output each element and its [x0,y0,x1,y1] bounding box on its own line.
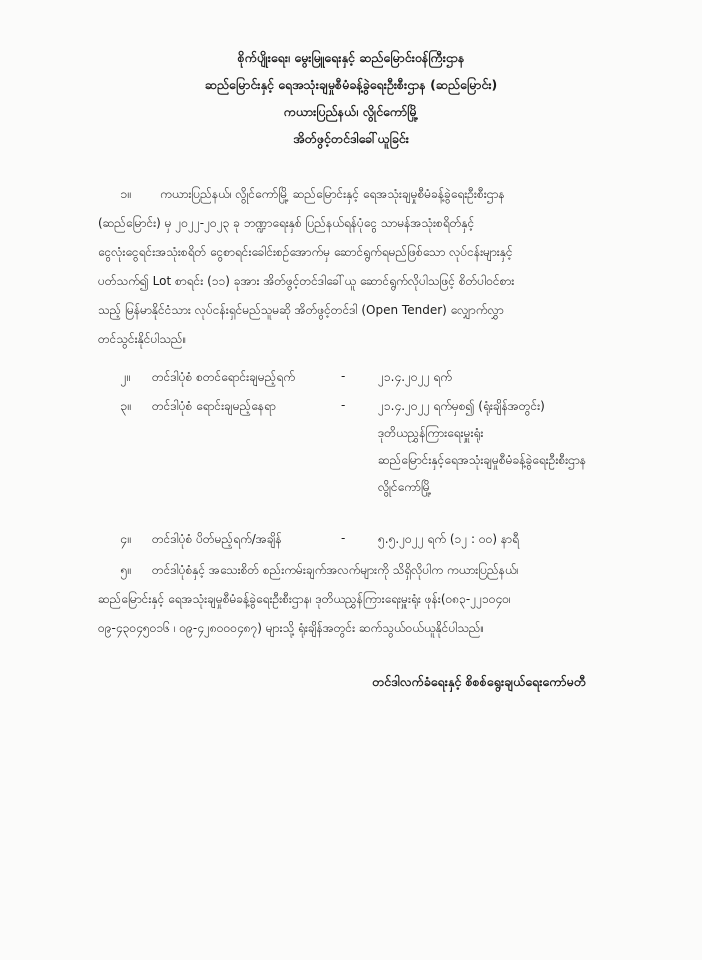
sale-place-value-1: ၂၁.၄.၂၀၂၂ ရက်မှစ၍ (ရုံးချိန်အတွင်း) [378,399,545,413]
ministry-title: စိုက်ပျိုးရေး၊ မွေးမြူရေးနှင့် ဆည်မြောင်းဝန်ကြီးဌာန [237,50,465,65]
item-3-number: ၃။ [120,398,131,413]
sale-place-value-2: ဒုတိယညွှန်ကြားရေးမှူးရုံး [378,426,484,440]
item-2-number: ၂။ [120,369,130,384]
item-1-line-4: ပတ်သက်၍ Lot စာရင်း (၁၁) ခုအား အိတ်ဖွင့်တင်ဒါခေါ်ယူ ဆောင်ရွက်လိုပါသဖြင့် စိတ်ပါဝင်စား [98,274,515,288]
department-title: ဆည်မြောင်းနှင့် ရေအသုံးချမှုစီမံခန့်ခွဲရေးဦးစီးဌာန (ဆည်မြောင်း) [204,77,498,92]
committee-signature: တင်ဒါလက်ခံရေးနှင့် စိစစ်ရွေးချယ်ရေးကော်မတီ [372,674,586,689]
item-1-number: ၁။ [120,186,131,201]
sale-place-value-3: ဆည်မြောင်းနှင့်ရေအသုံးချမှုစီမံခန့်ခွဲရေးဦးစီးဌာန [378,453,586,467]
item-5-number: ၅။ [120,562,131,577]
item-2-dash: - [341,369,346,383]
item-1-line-5: သည့် မြန်မာနိုင်ငံသား လုပ်ငန်းရှင်မည်သူမဆို အိတ်ဖွင့်တင်ဒါ (Open Tender) လျှောက်လွှာ [98,303,504,317]
item-1-line-1: ကယားပြည်နယ်၊ လွိုင်ကော်မြို့ ဆည်မြောင်းနှင့် ရေအသုံးချမှုစီမံခန့်ခွဲရေးဦးစီးဌာန [160,187,505,201]
location-title: ကယားပြည်နယ်၊ လွိုင်ကော်မြို့ [283,104,419,119]
item-1-line-3: ငွေလုံးငွေရင်းအသုံးစရိတ် ငွေစာရင်းခေါင်းစဉ်အောက်မှ ဆောင်ရွက်ရမည်ဖြစ်သော လုပ်ငန်းများနှင့် [98,245,513,259]
sale-start-value: ၂၁.၄.၂၀၂၂ ရက် [378,370,452,384]
item-5-line-2: ဆည်မြောင်းနှင့် ရေအသုံးချမှုစီမံခန့်ခွဲရေးဦးစီးဌာန၊ ဒုတိယညွှန်ကြားရေးမှူးရုံး ဖုန်း(၀၈၃-၂၂၁၀၄၀၊ [98,592,511,606]
sale-place-value-4: လွိုင်ကော်မြို့ [378,480,432,494]
item-1-line-2: (ဆည်မြောင်း) မှ ၂၀၂၂-၂၀၂၃ ခု ဘဏ္ဍာရေးနှစ် ပြည်နယ်ရန်ပုံငွေ သာမန်အသုံးစရိတ်နှင့် [98,216,475,230]
closing-label: တင်ဒါပုံစံ ပိတ်မည့်ရက်/အချိန် [152,532,282,546]
closing-value: ၅.၅.၂၀၂၂ ရက် (၁၂ : ၀၀) နာရီ [378,532,519,546]
sale-place-label: တင်ဒါပုံစံ ရောင်းချမည့်နေရာ [152,399,276,413]
item-4-number: ၄။ [120,531,131,546]
sale-start-label: တင်ဒါပုံစံ စတင်ရောင်းချမည့်ရက် [152,370,295,384]
notice-title: အိတ်ဖွင့်တင်ဒါခေါ်ယူခြင်း [293,131,409,146]
item-3-dash: - [341,398,346,412]
item-5-line-1: တင်ဒါပုံစံနှင့် အသေးစိတ် စည်းကမ်းချက်အလက်များကို သိရှိလိုပါက ကယားပြည်နယ်၊ [152,563,519,577]
item-1-line-6: တင်သွင်းနိုင်ပါသည်။ [98,332,187,346]
item-5-line-3: ၀၉-၄၃၀၄၅၀၁၆ ၊ ၀၉-၄၂၈၀၀၀၄၈၇) များသို့ ရုံးချိန်အတွင်း ဆက်သွယ်ဝယ်ယူနိုင်ပါသည်။ [98,621,485,635]
item-4-dash: - [341,531,346,545]
